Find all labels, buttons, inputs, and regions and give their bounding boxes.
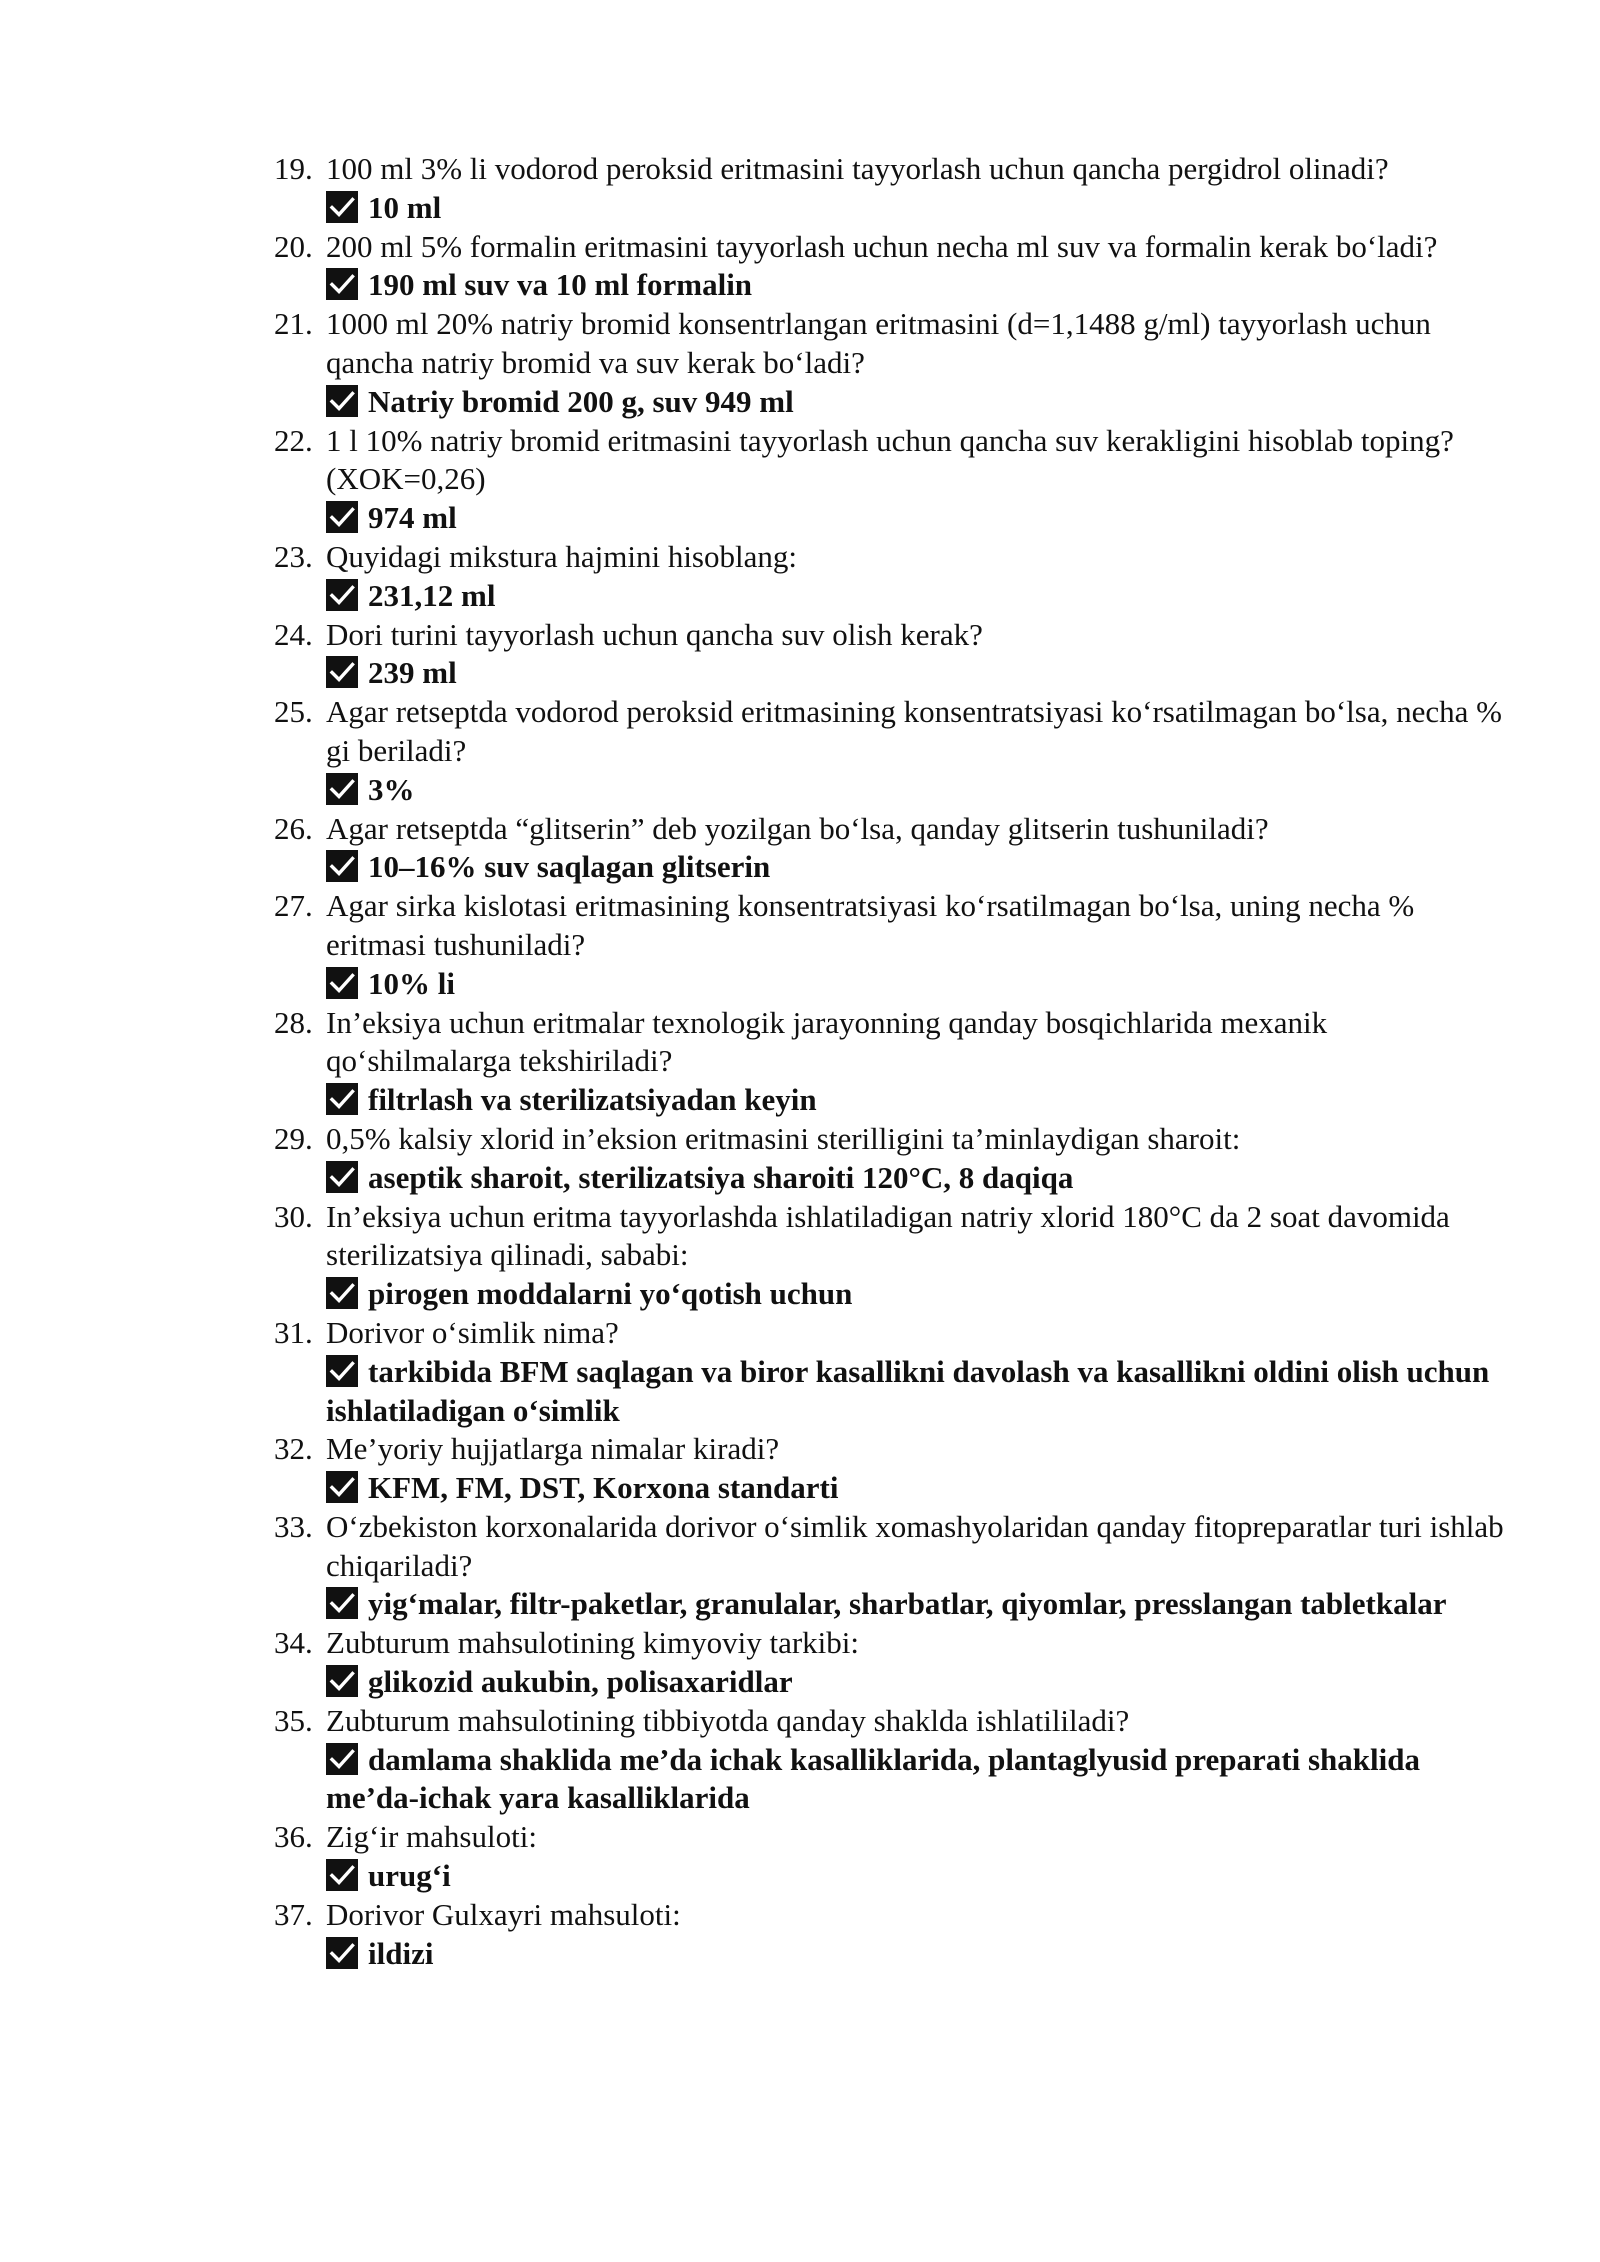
answer	[274, 848, 1504, 887]
question-number: 20.	[274, 228, 313, 264]
question-number: 36.	[274, 1819, 313, 1855]
answer	[274, 654, 1504, 693]
question-number: 19.	[274, 151, 313, 186]
question	[274, 1004, 1504, 1082]
checkmark-icon	[326, 1743, 358, 1775]
answer	[274, 1469, 1504, 1508]
answer-text: 10% li	[368, 965, 455, 1001]
question-number: 27.	[274, 888, 313, 924]
qa-item	[274, 228, 1504, 306]
question-text: O‘zbekiston korxonalarida dorivor o‘simlik xomashyolaridan qanday fitopreparatlar turi ishlab chiqariladi?	[326, 1508, 1504, 1583]
question-number: 25.	[274, 694, 313, 730]
answer-text: 239 ml	[368, 655, 457, 691]
question	[274, 305, 1504, 383]
question-text: Me’yoriy hujjatlarga nimalar kiradi?	[326, 1431, 780, 1467]
answer-text: KFM, FM, DST, Korxona standarti	[368, 1470, 839, 1506]
question	[274, 150, 1504, 189]
question-text: 100 ml 3% li vodorod peroksid eritmasini tayyorlash uchun qancha pergidrol olinadi?	[326, 151, 1389, 186]
question-number: 35.	[274, 1702, 313, 1738]
question	[274, 616, 1504, 655]
question	[274, 1198, 1504, 1276]
answer-text: 10–16% suv saqlagan glitserin	[368, 849, 771, 885]
checkmark-icon	[326, 385, 358, 417]
qa-item	[274, 422, 1504, 538]
qa-item	[274, 810, 1504, 888]
question-number: 24.	[274, 616, 313, 652]
question-text: Quyidagi mikstura hajmini hisoblang:	[326, 538, 797, 574]
answer	[274, 1935, 1504, 1974]
question	[274, 1702, 1504, 1741]
qa-item	[274, 1702, 1504, 1818]
answer-text: glikozid aukubin, polisaxaridlar	[368, 1664, 793, 1700]
checkmark-icon	[326, 268, 358, 300]
question-text: In’eksiya uchun eritma tayyorlashda ishlatiladigan natriy xlorid 180°C da 2 soat davomida sterilizatsiya qilinadi, sababi:	[326, 1198, 1450, 1273]
qa-item	[274, 1004, 1504, 1120]
answer	[274, 1585, 1504, 1624]
question	[274, 1314, 1504, 1353]
answer-text: 190 ml suv va 10 ml formalin	[368, 267, 753, 303]
question-number: 30.	[274, 1198, 313, 1234]
question-text: Agar retseptda “glitserin” deb yozilgan bo‘lsa, qanday glitserin tushuniladi?	[326, 810, 1269, 846]
answer	[274, 266, 1504, 305]
question-text: Zig‘ir mahsuloti:	[326, 1819, 537, 1855]
answer-text: filtrlash va sterilizatsiyadan keyin	[368, 1082, 817, 1118]
question-number: 28.	[274, 1004, 313, 1040]
question-text: 1000 ml 20% natriy bromid konsentrlangan eritmasini (d=1,1488 g/ml) tayyorlash uchun qancha natriy bromid va suv kerak bo‘ladi?	[326, 306, 1431, 380]
answer-text: 974 ml	[368, 500, 457, 536]
question-number: 31.	[274, 1314, 313, 1350]
checkmark-icon	[326, 1161, 358, 1193]
checkmark-icon	[326, 1083, 358, 1115]
answer-text: Natriy bromid 200 g, suv 949 ml	[368, 383, 794, 419]
answer	[274, 1353, 1504, 1431]
question-number: 26.	[274, 810, 313, 846]
question-text: Zubturum mahsulotining tibbiyotda qanday shaklda ishlatililadi?	[326, 1702, 1130, 1738]
question	[274, 1818, 1504, 1857]
qa-item	[274, 1314, 1504, 1430]
question-number: 34.	[274, 1625, 313, 1661]
answer	[274, 965, 1504, 1004]
question-answer-list	[274, 150, 1504, 1973]
answer	[274, 1159, 1504, 1198]
question-number: 21.	[274, 306, 313, 342]
checkmark-icon	[326, 501, 358, 533]
question-text: 200 ml 5% formalin eritmasini tayyorlash uchun necha ml suv va formalin kerak bo‘ladi?	[326, 228, 1438, 264]
qa-item	[274, 1198, 1504, 1314]
answer-text: 231,12 ml	[368, 577, 496, 613]
question-text: Agar sirka kislotasi eritmasining konsentratsiyasi ko‘rsatilmagan bo‘lsa, uning necha % eritmasi tushuniladi?	[326, 888, 1415, 962]
answer-text: aseptik sharoit, sterilizatsiya sharoiti 120°C, 8 daqiqa	[368, 1159, 1074, 1195]
answer-text: pirogen moddalarni yo‘qotish uchun	[368, 1276, 853, 1312]
checkmark-icon	[326, 1471, 358, 1503]
qa-item	[274, 1430, 1504, 1508]
question	[274, 810, 1504, 849]
answer-text: tarkibida BFM saqlagan va biror kasallikni davolash va kasallikni oldini olish uchun ishlatiladigan o‘simlik	[326, 1353, 1490, 1428]
qa-item	[274, 1624, 1504, 1702]
question-text: Dori turini tayyorlash uchun qancha suv olish kerak?	[326, 616, 983, 652]
checkmark-icon	[326, 656, 358, 688]
qa-item	[274, 693, 1504, 809]
qa-item	[274, 1896, 1504, 1974]
question	[274, 1896, 1504, 1935]
checkmark-icon	[326, 773, 358, 805]
qa-item	[274, 1120, 1504, 1198]
question-text: Dorivor Gulxayri mahsuloti:	[326, 1896, 681, 1932]
answer-text: damlama shaklida me’da ichak kasalliklarida, plantaglyusid preparati shaklida me’da-ichak yara kasalliklarida	[326, 1741, 1420, 1816]
qa-item	[274, 538, 1504, 616]
question	[274, 422, 1504, 500]
question	[274, 1508, 1504, 1586]
answer	[274, 1275, 1504, 1314]
question-text: In’eksiya uchun eritmalar texnologik jarayonning qanday bosqichlarida mexanik qo‘shilmalarga tekshiriladi?	[326, 1004, 1328, 1079]
answer	[274, 189, 1504, 228]
answer	[274, 1081, 1504, 1120]
question-text: Dorivor o‘simlik nima?	[326, 1314, 619, 1350]
question	[274, 887, 1504, 965]
question	[274, 693, 1504, 771]
answer	[274, 1663, 1504, 1702]
question-text: 0,5% kalsiy xlorid in’eksion eritmasini sterilligini ta’minlaydigan sharoit:	[326, 1120, 1241, 1156]
question-text: Agar retseptda vodorod peroksid eritmasining konsentratsiyasi ko‘rsatilmagan bo‘lsa, necha % gi beriladi?	[326, 694, 1502, 768]
question	[274, 1120, 1504, 1159]
question-text: 1 l 10% natriy bromid eritmasini tayyorlash uchun qancha suv kerakligini hisoblab toping? (XOK=0,26)	[326, 422, 1454, 497]
answer-text: 3%	[368, 771, 415, 807]
answer-text: urug‘i	[368, 1858, 451, 1894]
checkmark-icon	[326, 579, 358, 611]
checkmark-icon	[326, 1355, 358, 1387]
question-number: 29.	[274, 1120, 313, 1156]
answer	[274, 577, 1504, 616]
qa-item	[274, 305, 1504, 421]
answer	[274, 383, 1504, 422]
checkmark-icon	[326, 1587, 358, 1619]
question	[274, 1430, 1504, 1469]
qa-item	[274, 616, 1504, 694]
question-number: 32.	[274, 1431, 313, 1467]
qa-item	[274, 1508, 1504, 1624]
qa-item	[274, 887, 1504, 1003]
checkmark-icon	[326, 1859, 358, 1891]
question	[274, 1624, 1504, 1663]
checkmark-icon	[326, 850, 358, 882]
question-number: 33.	[274, 1508, 313, 1544]
checkmark-icon	[326, 191, 358, 223]
checkmark-icon	[326, 1277, 358, 1309]
answer-text: ildizi	[368, 1935, 434, 1971]
question-number: 37.	[274, 1896, 313, 1932]
question	[274, 538, 1504, 577]
question	[274, 228, 1504, 267]
checkmark-icon	[326, 967, 358, 999]
question-number: 22.	[274, 422, 313, 458]
qa-item	[274, 1818, 1504, 1896]
answer	[274, 1741, 1504, 1819]
qa-item	[274, 150, 1504, 228]
answer-text: 10 ml	[368, 189, 442, 225]
checkmark-icon	[326, 1937, 358, 1969]
checkmark-icon	[326, 1665, 358, 1697]
question-text: Zubturum mahsulotining kimyoviy tarkibi:	[326, 1625, 859, 1661]
answer	[274, 499, 1504, 538]
question-number: 23.	[274, 538, 313, 574]
answer	[274, 771, 1504, 810]
answer	[274, 1857, 1504, 1896]
answer-text: yig‘malar, filtr-paketlar, granulalar, sharbatlar, qiyomlar, presslangan tabletkalar	[368, 1586, 1447, 1622]
